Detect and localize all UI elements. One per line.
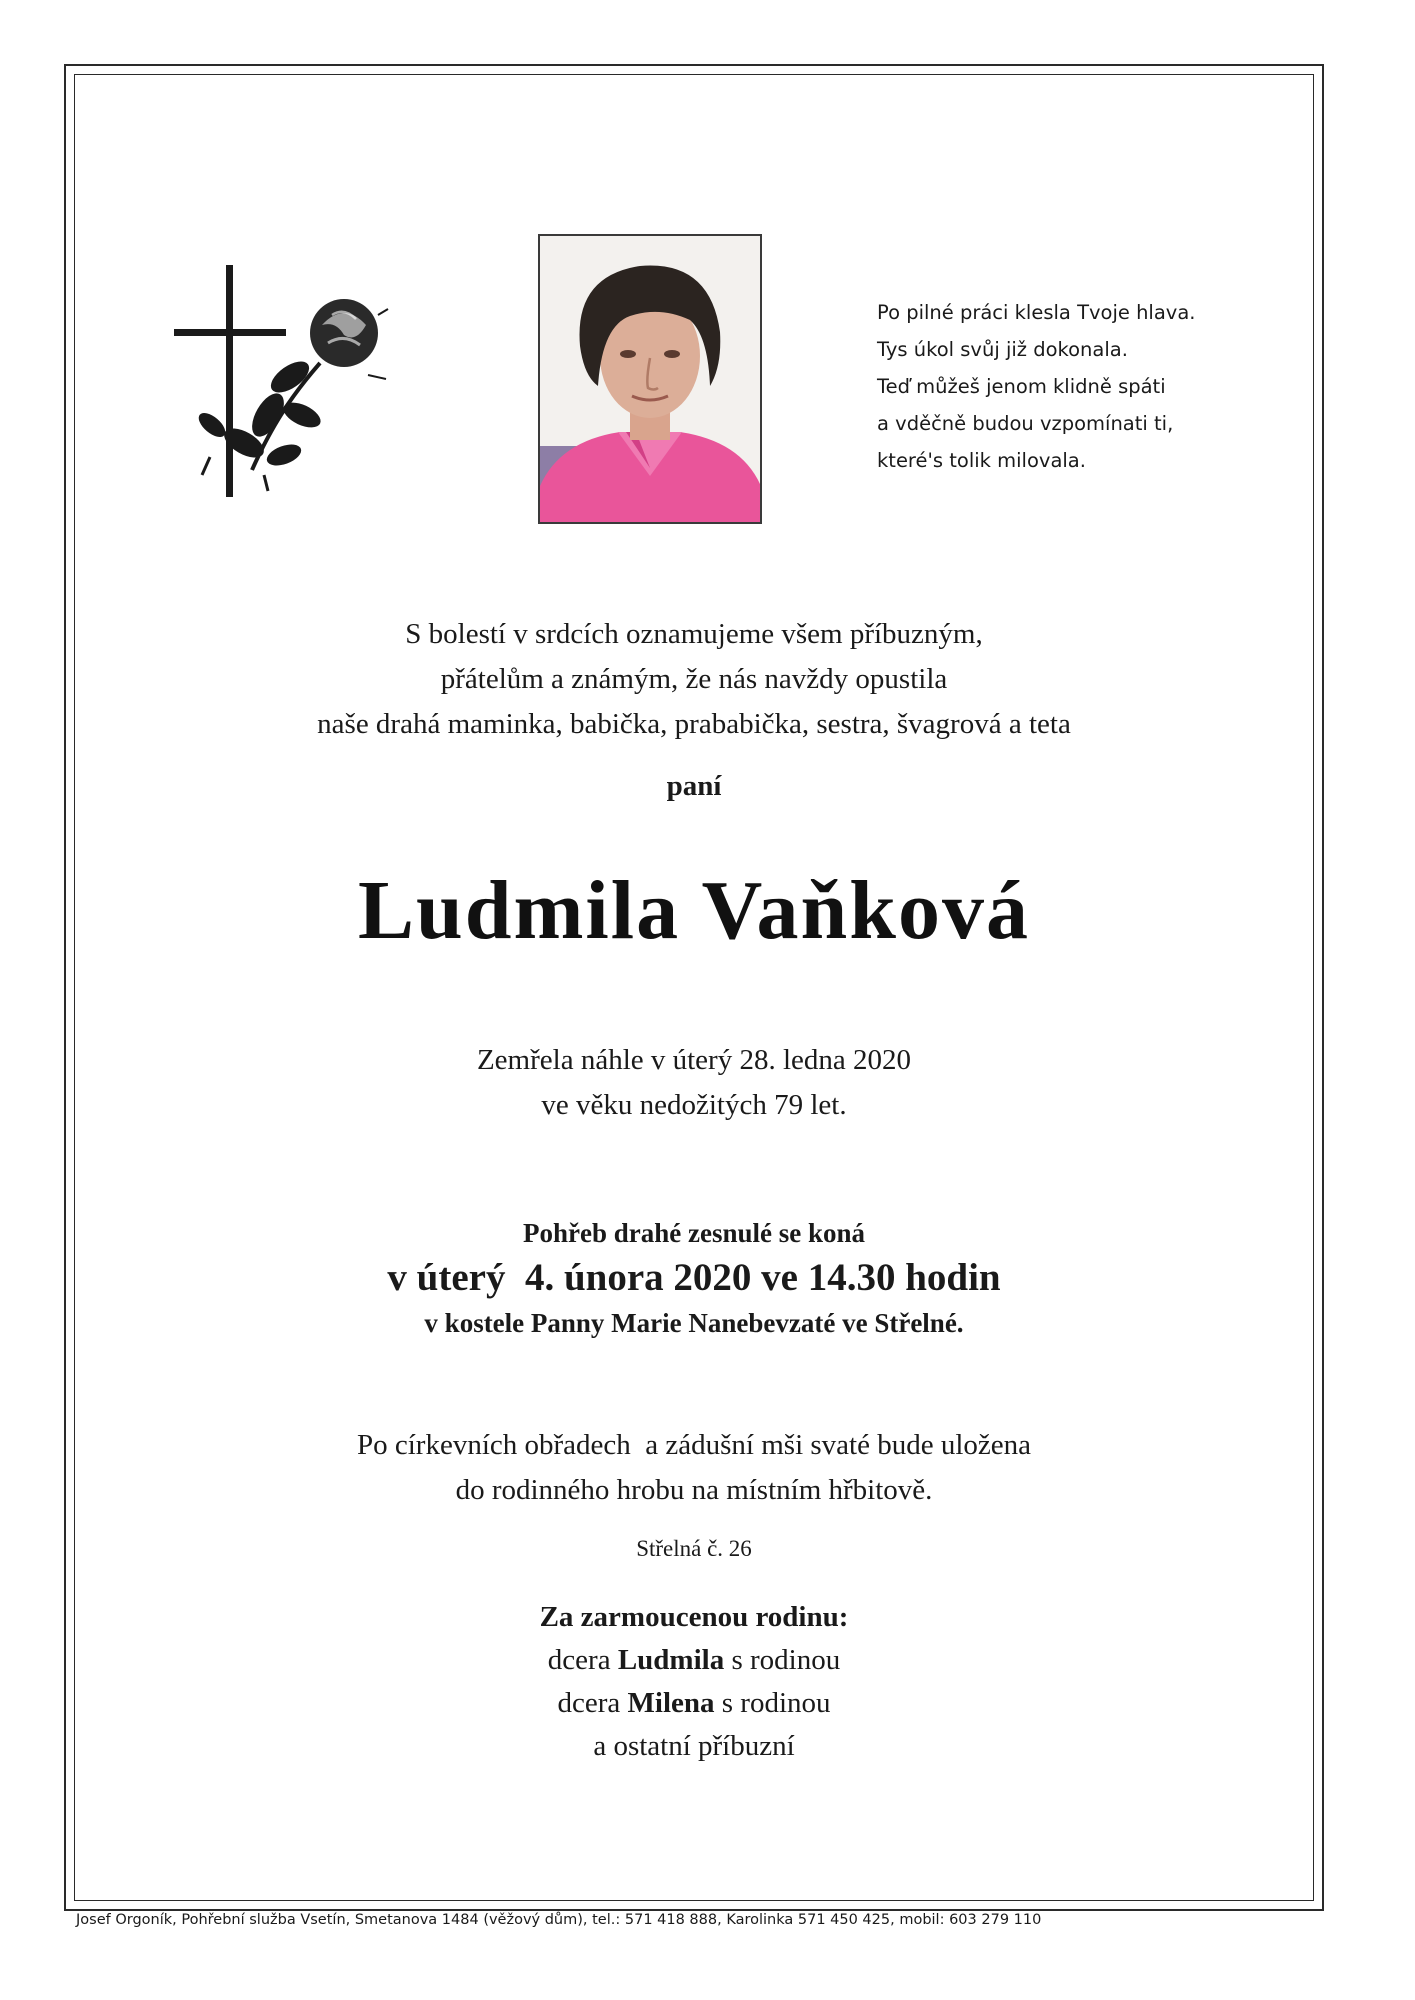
poem-line: které's tolik milovala. [877,449,1086,472]
poem-line: a vděčně budou vzpomínati ti, [877,412,1174,435]
deceased-name: Ludmila Vaňková [358,864,1030,957]
title-word: paní [666,770,722,802]
member-suffix: s rodinou [724,1644,841,1676]
portrait-photo [538,234,762,524]
funeral-heading: Pohřeb drahé zesnulé se koná [522,1218,865,1248]
poem-line: Teď můžeš jenom klidně spáti [877,375,1166,398]
family-member [74,1682,1314,1725]
burial-line: do rodinného hrobu na místním hřbitově. [455,1474,933,1506]
burial-info [74,1423,1314,1513]
funeral-service-footer: Josef Orgoník, Pohřební služba Vsetín, Smetanova 1484 (věžový dům), tel.: 571 418 888, Karolinka 571 450 425, mobil: 603 279 110 [76,1912,1042,1928]
intro-line: přátelům a známým, že nás navždy opustila [440,663,948,695]
member-name: Milena [627,1687,715,1719]
member-relation: dcera [557,1687,628,1719]
family-heading: Za zarmoucenou rodinu: [539,1601,849,1633]
intro-line: S bolestí v srdcích oznamujeme všem příbuzným, [405,618,983,650]
poem-line: Po pilné práci klesla Tvoje hlava. [877,301,1196,324]
poem [877,294,1257,479]
funeral-location: v kostele Panny Marie Nanebevzaté ve Střelné. [424,1308,964,1338]
burial-line: Po církevních obřadech a zádušní mši svaté bude uložena [356,1429,1032,1461]
poem-line: Tys úkol svůj již dokonala. [877,338,1128,361]
death-line: Zemřela náhle v úterý 28. ledna 2020 [476,1044,912,1076]
death-line: ve věku nedožitých 79 let. [541,1089,847,1121]
cross-rose-icon [172,265,392,505]
family-signature [74,1596,1314,1768]
member-name: Ludmila [617,1644,725,1676]
announcement-intro [74,612,1314,747]
intro-line: naše drahá maminka, babička, prababička, sestra, švagrová a teta [317,708,1071,740]
family-member [74,1639,1314,1682]
family-others: a ostatní příbuzní [593,1730,795,1762]
member-relation: dcera [547,1644,618,1676]
death-info [74,1038,1314,1128]
address: Střelná č. 26 [636,1536,752,1561]
member-suffix: s rodinou [714,1687,831,1719]
funeral-datetime: v úterý 4. února 2020 ve 14.30 hodin [387,1256,1001,1299]
